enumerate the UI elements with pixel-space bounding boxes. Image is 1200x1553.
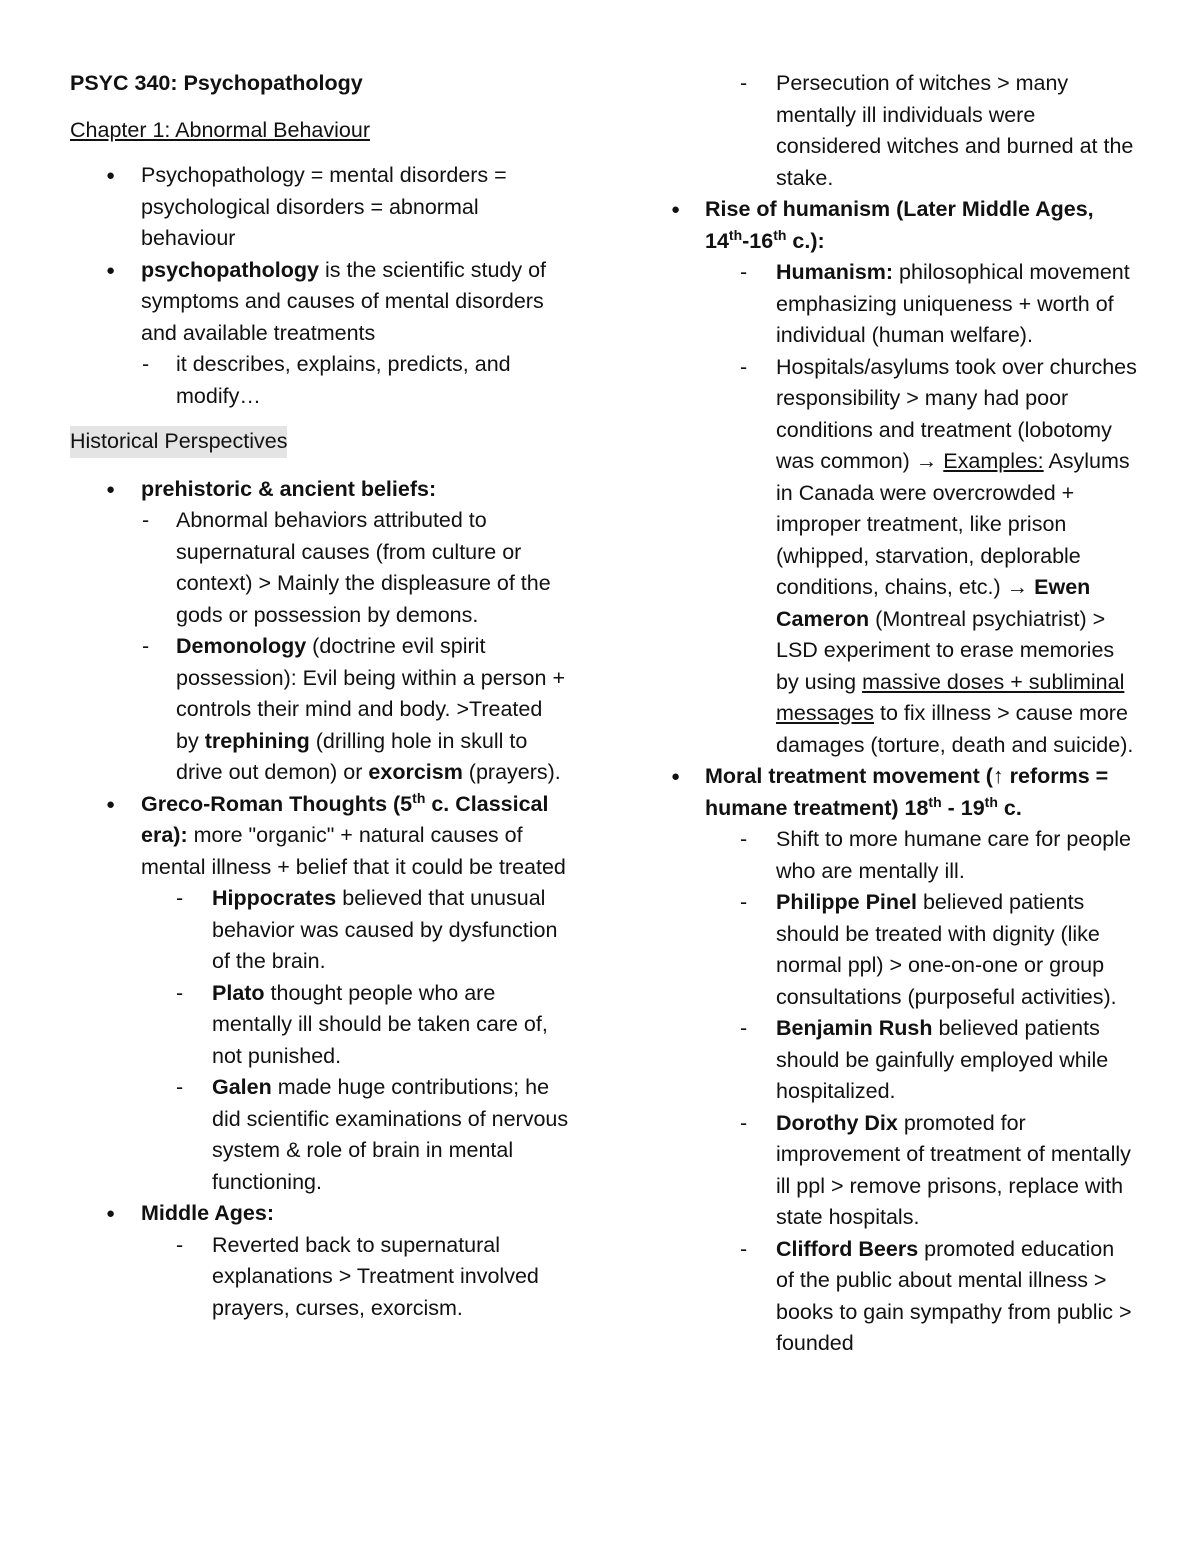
- examples-label: Examples:: [943, 449, 1044, 473]
- sub-list-item: [668, 257, 1138, 352]
- demonology-text-b: (drilling hole in skull to drive out demon) or: [176, 728, 528, 784]
- dash-icon: -: [142, 508, 150, 532]
- galen-text: made huge contributions; he did scientific examinations of nervous system & role of brain in mental functioning.: [212, 1075, 569, 1194]
- name-galen: Galen: [212, 1075, 272, 1099]
- sub-list-item: [70, 505, 570, 631]
- greco-text: more "organic" + natural causes of mental illness + belief that it could be treated: [141, 823, 566, 879]
- name-plato: Plato: [212, 980, 265, 1005]
- dash-icon: -: [142, 634, 150, 658]
- sub-list-item: [668, 68, 1138, 194]
- asylums-text-d: to fix illness > cause more damages (torture, death and suicide).: [776, 701, 1134, 757]
- dash-icon: -: [176, 886, 184, 910]
- left-column: [70, 68, 570, 1324]
- dash-icon: -: [740, 260, 748, 284]
- intro-text-1: Psychopathology = mental disorders = psychological disorders = abnormal behaviour: [141, 163, 507, 250]
- term-humanism: Humanism:: [776, 260, 894, 284]
- arrow-icon: →: [1006, 575, 1029, 599]
- superscript: th: [928, 793, 942, 810]
- sub-list-item: [668, 352, 1138, 762]
- sub-list-item: [70, 1230, 570, 1325]
- name-dorothy-dix: Dorothy Dix: [776, 1110, 898, 1135]
- name-philippe-pinel: Philippe Pinel: [776, 890, 917, 914]
- dash-icon: -: [176, 1232, 184, 1257]
- intro-text-2: is the scientific study of symptoms and causes of mental disorders and available treatments: [141, 257, 547, 345]
- humanism-heading-a: Rise of humanism (Later Middle Ages, 14: [705, 197, 1094, 253]
- humanism-heading-c: c.):: [786, 228, 825, 253]
- humanism-heading: [705, 197, 1094, 253]
- greco-heading-a: Greco-Roman Thoughts (5: [141, 791, 413, 816]
- rush-text: believed patients should be gainfully employed while hospitalized.: [776, 1016, 1109, 1103]
- list-item: [668, 194, 1138, 257]
- prehistoric-heading: prehistoric & ancient beliefs:: [141, 476, 437, 501]
- right-column: [668, 68, 1138, 1360]
- name-hippocrates: Hippocrates: [212, 886, 337, 910]
- list-item: [70, 789, 570, 884]
- humanism-text: philosophical movement emphasizing uniqueness + worth of individual (human welfare).: [776, 260, 1130, 347]
- moral-heading: [705, 764, 1108, 820]
- name-clifford-beers: Clifford Beers: [776, 1236, 919, 1261]
- sub-list-item: [70, 1072, 570, 1198]
- dash-icon: -: [740, 1016, 748, 1040]
- demonology-text-a: (doctrine evil spirit possession): Evil being within a person + controls their mind and body. >Treated by: [176, 634, 566, 753]
- term-exorcism: exorcism: [368, 760, 463, 784]
- term-demonology: Demonology: [176, 634, 307, 658]
- beers-text: promoted education of the public about mental illness > books to gain sympathy from public > founded: [776, 1236, 1132, 1355]
- term-psychopathology: psychopathology: [141, 257, 319, 282]
- dash-icon: -: [740, 1110, 748, 1135]
- dash-icon: -: [740, 827, 748, 851]
- superscript: th: [984, 793, 998, 810]
- bullet-icon: ●: [671, 768, 681, 785]
- plato-text: thought people who are mentally ill should be taken care of, not punished.: [212, 980, 548, 1068]
- moral-heading-a: Moral treatment movement (: [705, 764, 993, 788]
- moral-heading-c: - 19: [941, 795, 985, 820]
- sub-list-item: [668, 887, 1138, 1013]
- bullet-icon: ●: [106, 167, 116, 184]
- list-item: [70, 255, 570, 350]
- sub-list-item: [70, 631, 570, 789]
- underlined-phrase: massive doses + subliminal messages: [776, 669, 1125, 725]
- bullet-icon: ●: [106, 795, 116, 813]
- dash-icon: -: [142, 352, 150, 376]
- intro-sub-text: it describes, explains, predicts, and modify…: [176, 352, 511, 408]
- asylums-text-a: Hospitals/asylums took over churches responsibility > many had poor conditions and treatment (lobotomy was common): [776, 354, 1137, 473]
- sub-list-item: [668, 824, 1138, 887]
- superscript: th: [728, 226, 743, 243]
- sub-list-item: [668, 1013, 1138, 1108]
- sub-list-item: [70, 978, 570, 1073]
- middle-ages-sub-2: Persecution of witches > many mentally ill individuals were considered witches and burned at the stake.: [776, 71, 1134, 190]
- sub-list-item: [70, 883, 570, 978]
- document-title: PSYC 340: Psychopathology: [70, 71, 363, 95]
- list-item: [668, 761, 1138, 824]
- bullet-icon: ●: [106, 261, 116, 279]
- sub-list-item: [70, 349, 570, 412]
- name-ewen-cameron: Ewen Cameron: [776, 575, 1091, 631]
- section-heading: Historical Perspectives: [70, 426, 287, 458]
- dash-icon: -: [176, 980, 184, 1005]
- greco-heading-b: c. Classical era):: [141, 791, 549, 847]
- list-item: [70, 1198, 570, 1230]
- asylums-text-b: Asylums in Canada were overcrowded + improper treatment, like prison (whipped, starvation, deplorable conditions, chains, etc.): [776, 449, 1130, 599]
- up-arrow-icon: ↑: [992, 764, 1004, 788]
- humanism-heading-b: -16: [742, 228, 774, 253]
- bullet-icon: ●: [106, 480, 116, 498]
- list-item: [70, 160, 570, 255]
- dash-icon: -: [740, 1236, 748, 1261]
- middle-ages-heading: Middle Ages:: [141, 1201, 274, 1225]
- list-item: [70, 474, 570, 506]
- dash-icon: -: [740, 71, 748, 95]
- superscript: th: [412, 789, 426, 806]
- asylums-text-c: (Montreal psychiatrist) > LSD experiment to erase memories by using: [776, 606, 1115, 694]
- pinel-text: believed patients should be treated with dignity (like normal ppl) > one-on-one or group consultations (purposeful activities).: [776, 890, 1117, 1009]
- arrow-icon: →: [915, 449, 938, 473]
- sub-list-item: [668, 1108, 1138, 1234]
- dash-icon: -: [176, 1075, 184, 1099]
- hippocrates-text: believed that unusual behavior was caused by dysfunction of the brain.: [212, 886, 558, 973]
- name-benjamin-rush: Benjamin Rush: [776, 1016, 933, 1040]
- moral-heading-d: c.: [997, 795, 1022, 820]
- dix-text: promoted for improvement of treatment of mentally ill ppl > remove prisons, replace with state hospitals.: [776, 1110, 1131, 1229]
- term-trephining: trephining: [204, 728, 310, 753]
- demonology-text-c: (prayers).: [462, 760, 561, 784]
- sub-list-item: [668, 1234, 1138, 1360]
- bullet-icon: ●: [106, 1205, 116, 1222]
- dash-icon: -: [740, 890, 748, 914]
- middle-ages-sub-1: Reverted back to supernatural explanations > Treatment involved prayers, curses, exorcism.: [212, 1232, 539, 1320]
- dash-icon: -: [740, 354, 748, 379]
- moral-sub-1: Shift to more humane care for people who are mentally ill.: [776, 827, 1131, 883]
- bullet-icon: ●: [671, 201, 681, 218]
- chapter-heading: Chapter 1: Abnormal Behaviour: [70, 117, 370, 142]
- prehistoric-sub-1: Abnormal behaviors attributed to supernatural causes (from culture or context) > Mainly the displeasure of the gods or possession by demons.: [176, 508, 551, 627]
- superscript: th: [773, 226, 787, 243]
- moral-heading-b: reforms = humane treatment) 18: [705, 764, 1109, 820]
